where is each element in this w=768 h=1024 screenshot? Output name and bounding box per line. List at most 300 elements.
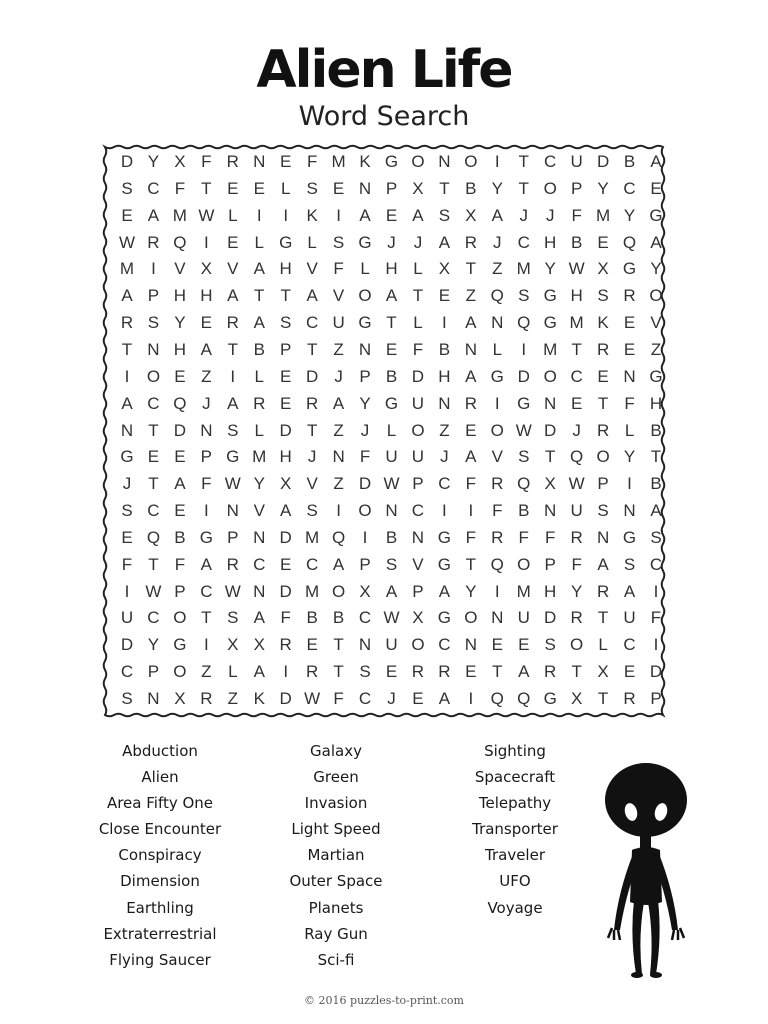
grid-letter[interactable]: N: [385, 501, 398, 521]
grid-letter[interactable]: R: [306, 393, 319, 413]
grid-letter[interactable]: F: [306, 152, 318, 171]
grid-letter[interactable]: H: [173, 286, 187, 306]
grid-letter[interactable]: Q: [490, 554, 504, 574]
grid-letter[interactable]: F: [174, 554, 186, 574]
grid-letter[interactable]: C: [147, 501, 160, 521]
grid-letter[interactable]: R: [570, 527, 583, 547]
grid-letter[interactable]: U: [411, 393, 425, 413]
grid-letter[interactable]: H: [385, 259, 398, 279]
grid-letter[interactable]: G: [437, 608, 451, 628]
grid-letter[interactable]: T: [201, 608, 212, 628]
grid-letter[interactable]: F: [465, 527, 477, 547]
grid-letter[interactable]: B: [438, 339, 451, 359]
grid-letter[interactable]: E: [280, 366, 292, 386]
grid-letter[interactable]: A: [200, 554, 213, 574]
grid-letter[interactable]: P: [412, 474, 424, 494]
grid-letter[interactable]: A: [174, 474, 186, 494]
grid-letter[interactable]: T: [121, 339, 133, 359]
grid-letter[interactable]: A: [597, 554, 609, 574]
grid-letter[interactable]: Z: [439, 420, 450, 440]
grid-letter[interactable]: S: [147, 313, 160, 333]
grid-letter[interactable]: O: [464, 608, 478, 628]
grid-letter[interactable]: Y: [623, 205, 636, 225]
grid-letter[interactable]: T: [597, 608, 609, 628]
grid-letter[interactable]: A: [227, 286, 239, 306]
grid-letter[interactable]: C: [306, 313, 319, 333]
grid-letter[interactable]: S: [597, 286, 609, 306]
grid-letter[interactable]: W: [383, 608, 400, 628]
grid-letter[interactable]: O: [570, 635, 584, 655]
grid-letter[interactable]: F: [571, 205, 582, 225]
grid-letter[interactable]: D: [279, 420, 292, 440]
grid-letter[interactable]: B: [623, 152, 636, 171]
grid-letter[interactable]: H: [200, 286, 213, 306]
grid-letter[interactable]: A: [227, 393, 239, 413]
grid-letter[interactable]: B: [570, 232, 583, 252]
grid-letter[interactable]: G: [437, 554, 451, 574]
grid-letter[interactable]: P: [280, 339, 292, 359]
grid-letter[interactable]: I: [468, 501, 474, 521]
grid-letter[interactable]: T: [333, 662, 344, 682]
grid-letter[interactable]: U: [623, 608, 636, 628]
grid-letter[interactable]: A: [438, 689, 451, 708]
grid-letter[interactable]: A: [280, 501, 292, 521]
grid-letter[interactable]: X: [597, 662, 609, 682]
grid-letter[interactable]: T: [386, 313, 397, 333]
grid-letter[interactable]: S: [518, 286, 530, 306]
grid-letter[interactable]: M: [596, 205, 611, 225]
grid-letter[interactable]: O: [173, 662, 187, 682]
grid-letter[interactable]: Y: [491, 178, 503, 198]
grid-letter[interactable]: K: [597, 313, 609, 333]
grid-letter[interactable]: C: [649, 554, 663, 574]
grid-letter[interactable]: Q: [173, 393, 187, 413]
grid-letter[interactable]: A: [650, 152, 662, 171]
grid-letter[interactable]: A: [253, 259, 265, 279]
grid-letter[interactable]: L: [386, 420, 397, 440]
grid-letter[interactable]: G: [384, 393, 399, 413]
grid-letter[interactable]: D: [120, 635, 134, 655]
grid-letter[interactable]: J: [202, 393, 211, 413]
grid-letter[interactable]: R: [596, 581, 610, 601]
grid-letter[interactable]: A: [465, 447, 477, 467]
grid-letter[interactable]: A: [385, 581, 398, 601]
grid-letter[interactable]: Y: [147, 635, 160, 655]
grid-letter[interactable]: N: [358, 339, 372, 359]
grid-letter[interactable]: Z: [650, 339, 662, 359]
grid-letter[interactable]: T: [597, 393, 609, 413]
grid-letter[interactable]: E: [332, 178, 345, 198]
grid-letter[interactable]: F: [280, 608, 291, 628]
grid-letter[interactable]: N: [358, 178, 372, 198]
grid-letter[interactable]: N: [120, 420, 134, 440]
grid-letter[interactable]: T: [518, 178, 529, 198]
grid-letter[interactable]: T: [227, 339, 238, 359]
grid-letter[interactable]: G: [622, 259, 637, 279]
grid-letter[interactable]: S: [438, 205, 451, 225]
grid-letter[interactable]: X: [570, 689, 583, 708]
grid-letter[interactable]: T: [148, 420, 159, 440]
grid-letter[interactable]: M: [305, 527, 320, 547]
grid-letter[interactable]: I: [362, 527, 368, 547]
grid-letter[interactable]: A: [306, 286, 318, 306]
grid-letter[interactable]: Q: [517, 313, 531, 333]
grid-letter[interactable]: T: [544, 447, 556, 467]
grid-letter[interactable]: F: [518, 527, 529, 547]
grid-letter[interactable]: Y: [465, 581, 477, 601]
grid-letter[interactable]: J: [387, 232, 396, 252]
grid-letter[interactable]: M: [119, 259, 135, 279]
grid-letter[interactable]: G: [437, 527, 451, 547]
grid-letter[interactable]: M: [172, 205, 187, 225]
grid-letter[interactable]: A: [332, 393, 345, 413]
grid-letter[interactable]: L: [228, 662, 238, 682]
grid-letter[interactable]: J: [307, 447, 317, 467]
grid-letter[interactable]: R: [253, 393, 266, 413]
grid-letter[interactable]: Q: [173, 232, 187, 252]
grid-letter[interactable]: E: [412, 689, 424, 708]
grid-letter[interactable]: E: [306, 635, 318, 655]
grid-letter[interactable]: R: [596, 339, 610, 359]
grid-letter[interactable]: A: [438, 232, 451, 252]
grid-letter[interactable]: X: [438, 259, 451, 279]
grid-letter[interactable]: R: [226, 313, 239, 333]
grid-letter[interactable]: G: [649, 205, 663, 225]
grid-letter[interactable]: A: [438, 581, 451, 601]
grid-letter[interactable]: R: [226, 554, 239, 574]
grid-letter[interactable]: Z: [492, 259, 503, 279]
grid-letter[interactable]: C: [517, 232, 530, 252]
grid-letter[interactable]: D: [411, 366, 425, 386]
grid-letter[interactable]: C: [306, 554, 319, 574]
grid-letter[interactable]: R: [464, 232, 477, 252]
grid-letter[interactable]: J: [519, 205, 528, 225]
grid-letter[interactable]: C: [200, 581, 213, 601]
grid-letter[interactable]: V: [227, 259, 239, 279]
grid-letter[interactable]: S: [121, 689, 133, 708]
grid-letter[interactable]: B: [174, 527, 186, 547]
grid-letter[interactable]: L: [598, 635, 608, 655]
grid-letter[interactable]: D: [279, 689, 292, 708]
grid-letter[interactable]: N: [358, 635, 372, 655]
grid-letter[interactable]: X: [200, 259, 213, 279]
grid-letter[interactable]: J: [360, 420, 370, 440]
grid-letter[interactable]: J: [572, 420, 581, 440]
grid-letter[interactable]: H: [279, 259, 292, 279]
grid-letter[interactable]: S: [518, 447, 530, 467]
grid-letter[interactable]: T: [306, 339, 318, 359]
grid-letter[interactable]: I: [283, 662, 289, 682]
grid-letter[interactable]: J: [493, 232, 502, 252]
grid-letter[interactable]: H: [570, 286, 583, 306]
grid-letter[interactable]: L: [413, 313, 423, 333]
grid-letter[interactable]: Y: [544, 259, 556, 279]
grid-letter[interactable]: A: [253, 608, 265, 628]
grid-letter[interactable]: T: [254, 286, 265, 306]
grid-letter[interactable]: A: [465, 313, 477, 333]
grid-letter[interactable]: Q: [331, 527, 346, 547]
grid-letter[interactable]: E: [227, 178, 239, 198]
grid-letter[interactable]: H: [438, 366, 451, 386]
grid-letter[interactable]: S: [121, 501, 133, 521]
grid-letter[interactable]: E: [227, 232, 239, 252]
grid-letter[interactable]: N: [411, 527, 425, 547]
grid-letter[interactable]: X: [597, 259, 609, 279]
grid-letter[interactable]: Z: [333, 474, 344, 494]
grid-letter[interactable]: B: [332, 608, 345, 628]
grid-letter[interactable]: Z: [333, 420, 344, 440]
grid-letter[interactable]: F: [571, 554, 582, 574]
grid-letter[interactable]: E: [650, 178, 662, 198]
grid-letter[interactable]: R: [147, 232, 160, 252]
grid-letter[interactable]: X: [253, 635, 265, 655]
grid-letter[interactable]: D: [173, 420, 187, 440]
grid-letter[interactable]: F: [333, 689, 344, 708]
grid-letter[interactable]: F: [174, 178, 186, 198]
grid-letter[interactable]: N: [623, 501, 636, 521]
grid-letter[interactable]: T: [492, 662, 503, 682]
grid-letter[interactable]: T: [597, 689, 609, 708]
grid-letter[interactable]: R: [226, 152, 239, 171]
grid-letter[interactable]: O: [146, 366, 161, 386]
grid-letter[interactable]: E: [570, 393, 583, 413]
grid-letter[interactable]: U: [385, 635, 398, 655]
grid-letter[interactable]: T: [465, 554, 477, 574]
grid-letter[interactable]: I: [230, 366, 236, 386]
grid-letter[interactable]: B: [253, 339, 265, 359]
grid-letter[interactable]: Q: [146, 527, 161, 547]
grid-letter[interactable]: J: [387, 689, 396, 708]
grid-letter[interactable]: G: [543, 286, 557, 306]
grid-letter[interactable]: T: [571, 662, 582, 682]
grid-letter[interactable]: F: [544, 527, 556, 547]
grid-letter[interactable]: A: [200, 339, 213, 359]
grid-letter[interactable]: E: [438, 286, 451, 306]
grid-letter[interactable]: X: [359, 581, 371, 601]
grid-letter[interactable]: E: [518, 635, 530, 655]
grid-letter[interactable]: P: [200, 447, 213, 467]
grid-letter[interactable]: L: [254, 366, 264, 386]
grid-letter[interactable]: O: [331, 581, 346, 601]
grid-letter[interactable]: D: [279, 581, 292, 601]
grid-letter[interactable]: F: [624, 393, 635, 413]
grid-letter[interactable]: B: [650, 420, 662, 440]
grid-letter[interactable]: M: [516, 259, 531, 279]
grid-letter[interactable]: T: [280, 286, 291, 306]
grid-letter[interactable]: A: [465, 366, 477, 386]
grid-letter[interactable]: Y: [623, 447, 636, 467]
grid-letter[interactable]: G: [543, 313, 557, 333]
grid-letter[interactable]: E: [280, 393, 292, 413]
grid-letter[interactable]: S: [650, 527, 662, 547]
grid-letter[interactable]: A: [332, 554, 345, 574]
grid-letter[interactable]: E: [465, 420, 477, 440]
grid-letter[interactable]: W: [224, 581, 241, 601]
grid-letter[interactable]: R: [306, 662, 319, 682]
grid-letter[interactable]: I: [124, 581, 130, 601]
grid-letter[interactable]: C: [358, 689, 372, 708]
grid-letter[interactable]: I: [468, 689, 474, 708]
grid-letter[interactable]: E: [385, 662, 398, 682]
grid-letter[interactable]: E: [147, 447, 160, 467]
grid-letter[interactable]: F: [650, 608, 662, 628]
grid-letter[interactable]: R: [570, 608, 583, 628]
grid-letter[interactable]: R: [438, 662, 451, 682]
grid-letter[interactable]: T: [465, 259, 477, 279]
grid-letter[interactable]: S: [306, 501, 318, 521]
grid-letter[interactable]: C: [438, 635, 451, 655]
grid-letter[interactable]: R: [491, 527, 504, 547]
grid-letter[interactable]: N: [623, 366, 636, 386]
grid-letter[interactable]: Z: [201, 662, 212, 682]
grid-letter[interactable]: A: [253, 662, 265, 682]
grid-letter[interactable]: Y: [359, 393, 371, 413]
grid-letter[interactable]: I: [203, 501, 209, 521]
grid-letter[interactable]: H: [173, 339, 187, 359]
grid-letter[interactable]: N: [253, 527, 266, 547]
grid-letter[interactable]: U: [570, 152, 583, 171]
grid-letter[interactable]: N: [438, 152, 451, 171]
grid-letter[interactable]: E: [253, 178, 265, 198]
grid-letter[interactable]: X: [174, 689, 186, 708]
grid-letter[interactable]: N: [253, 152, 266, 171]
grid-letter[interactable]: N: [464, 635, 477, 655]
grid-letter[interactable]: I: [442, 501, 447, 521]
grid-letter[interactable]: I: [494, 393, 500, 413]
grid-letter[interactable]: O: [517, 554, 531, 574]
grid-letter[interactable]: Q: [622, 232, 637, 252]
grid-letter[interactable]: L: [413, 259, 423, 279]
grid-letter[interactable]: E: [174, 366, 186, 386]
grid-letter[interactable]: X: [174, 152, 186, 171]
grid-letter[interactable]: I: [203, 635, 209, 655]
grid-letter[interactable]: D: [279, 527, 292, 547]
grid-letter[interactable]: Q: [490, 286, 504, 306]
grid-letter[interactable]: L: [228, 205, 238, 225]
grid-letter[interactable]: G: [622, 527, 637, 547]
grid-letter[interactable]: C: [147, 178, 160, 198]
grid-letter[interactable]: A: [385, 286, 398, 306]
grid-letter[interactable]: A: [121, 286, 133, 306]
grid-letter[interactable]: V: [306, 259, 318, 279]
grid-letter[interactable]: L: [254, 232, 264, 252]
grid-letter[interactable]: C: [623, 635, 636, 655]
grid-letter[interactable]: Z: [465, 286, 477, 306]
grid-letter[interactable]: I: [124, 366, 130, 386]
grid-letter[interactable]: L: [280, 178, 291, 198]
grid-letter[interactable]: O: [464, 152, 478, 171]
grid-letter[interactable]: N: [200, 420, 213, 440]
grid-letter[interactable]: U: [570, 501, 583, 521]
grid-letter[interactable]: O: [490, 420, 504, 440]
grid-letter[interactable]: C: [120, 662, 134, 682]
grid-letter[interactable]: M: [516, 581, 531, 601]
grid-letter[interactable]: E: [280, 152, 292, 171]
grid-letter[interactable]: E: [121, 205, 133, 225]
grid-letter[interactable]: A: [147, 205, 160, 225]
grid-letter[interactable]: I: [627, 474, 632, 494]
grid-letter[interactable]: O: [411, 420, 425, 440]
grid-letter[interactable]: N: [147, 689, 160, 708]
grid-letter[interactable]: V: [306, 474, 318, 494]
grid-letter[interactable]: M: [331, 152, 346, 171]
grid-letter[interactable]: C: [358, 608, 372, 628]
grid-letter[interactable]: F: [492, 501, 503, 521]
grid-letter[interactable]: H: [544, 581, 557, 601]
grid-letter[interactable]: N: [438, 393, 451, 413]
grid-letter[interactable]: T: [412, 286, 424, 306]
grid-letter[interactable]: B: [650, 474, 662, 494]
grid-letter[interactable]: N: [544, 393, 557, 413]
grid-letter[interactable]: P: [147, 286, 160, 306]
grid-letter[interactable]: P: [570, 178, 583, 198]
grid-letter[interactable]: O: [173, 608, 187, 628]
grid-letter[interactable]: T: [201, 178, 212, 198]
grid-letter[interactable]: P: [174, 581, 186, 601]
grid-letter[interactable]: R: [411, 662, 425, 682]
grid-letter[interactable]: T: [571, 339, 582, 359]
grid-letter[interactable]: T: [333, 635, 344, 655]
grid-letter[interactable]: L: [492, 339, 503, 359]
grid-letter[interactable]: R: [464, 393, 477, 413]
grid-letter[interactable]: I: [653, 635, 659, 655]
grid-letter[interactable]: F: [201, 152, 212, 171]
grid-letter[interactable]: G: [173, 635, 187, 655]
grid-letter[interactable]: B: [518, 501, 530, 521]
grid-letter[interactable]: P: [650, 689, 662, 708]
grid-letter[interactable]: E: [623, 662, 636, 682]
grid-letter[interactable]: G: [120, 447, 134, 467]
grid-letter[interactable]: Y: [253, 474, 265, 494]
grid-letter[interactable]: S: [306, 178, 318, 198]
grid-letter[interactable]: E: [597, 366, 609, 386]
grid-letter[interactable]: P: [412, 581, 424, 601]
grid-letter[interactable]: T: [439, 178, 450, 198]
grid-letter[interactable]: O: [596, 447, 610, 467]
grid-letter[interactable]: W: [383, 474, 400, 494]
grid-letter[interactable]: G: [199, 527, 213, 547]
grid-letter[interactable]: I: [151, 259, 156, 279]
grid-letter[interactable]: T: [518, 152, 529, 171]
grid-letter[interactable]: M: [569, 313, 584, 333]
grid-letter[interactable]: R: [623, 689, 636, 708]
grid-letter[interactable]: P: [359, 366, 371, 386]
grid-letter[interactable]: L: [624, 420, 635, 440]
grid-letter[interactable]: S: [332, 232, 345, 252]
grid-letter[interactable]: C: [411, 501, 425, 521]
grid-letter[interactable]: V: [650, 313, 662, 333]
grid-letter[interactable]: Y: [147, 152, 160, 171]
grid-letter[interactable]: B: [385, 366, 398, 386]
grid-letter[interactable]: F: [465, 474, 477, 494]
grid-letter[interactable]: S: [121, 178, 133, 198]
grid-letter[interactable]: F: [412, 339, 424, 359]
grid-letter[interactable]: X: [412, 608, 424, 628]
grid-letter[interactable]: A: [253, 313, 265, 333]
grid-letter[interactable]: B: [306, 608, 318, 628]
grid-letter[interactable]: Q: [517, 689, 531, 708]
grid-letter[interactable]: W: [198, 205, 215, 225]
grid-letter[interactable]: O: [649, 286, 663, 306]
grid-letter[interactable]: C: [623, 178, 636, 198]
grid-letter[interactable]: A: [491, 205, 503, 225]
grid-letter[interactable]: E: [623, 339, 636, 359]
grid-letter[interactable]: G: [490, 366, 504, 386]
grid-letter[interactable]: Y: [570, 581, 583, 601]
grid-letter[interactable]: U: [332, 313, 345, 333]
grid-letter[interactable]: R: [491, 474, 504, 494]
grid-letter[interactable]: B: [385, 527, 398, 547]
